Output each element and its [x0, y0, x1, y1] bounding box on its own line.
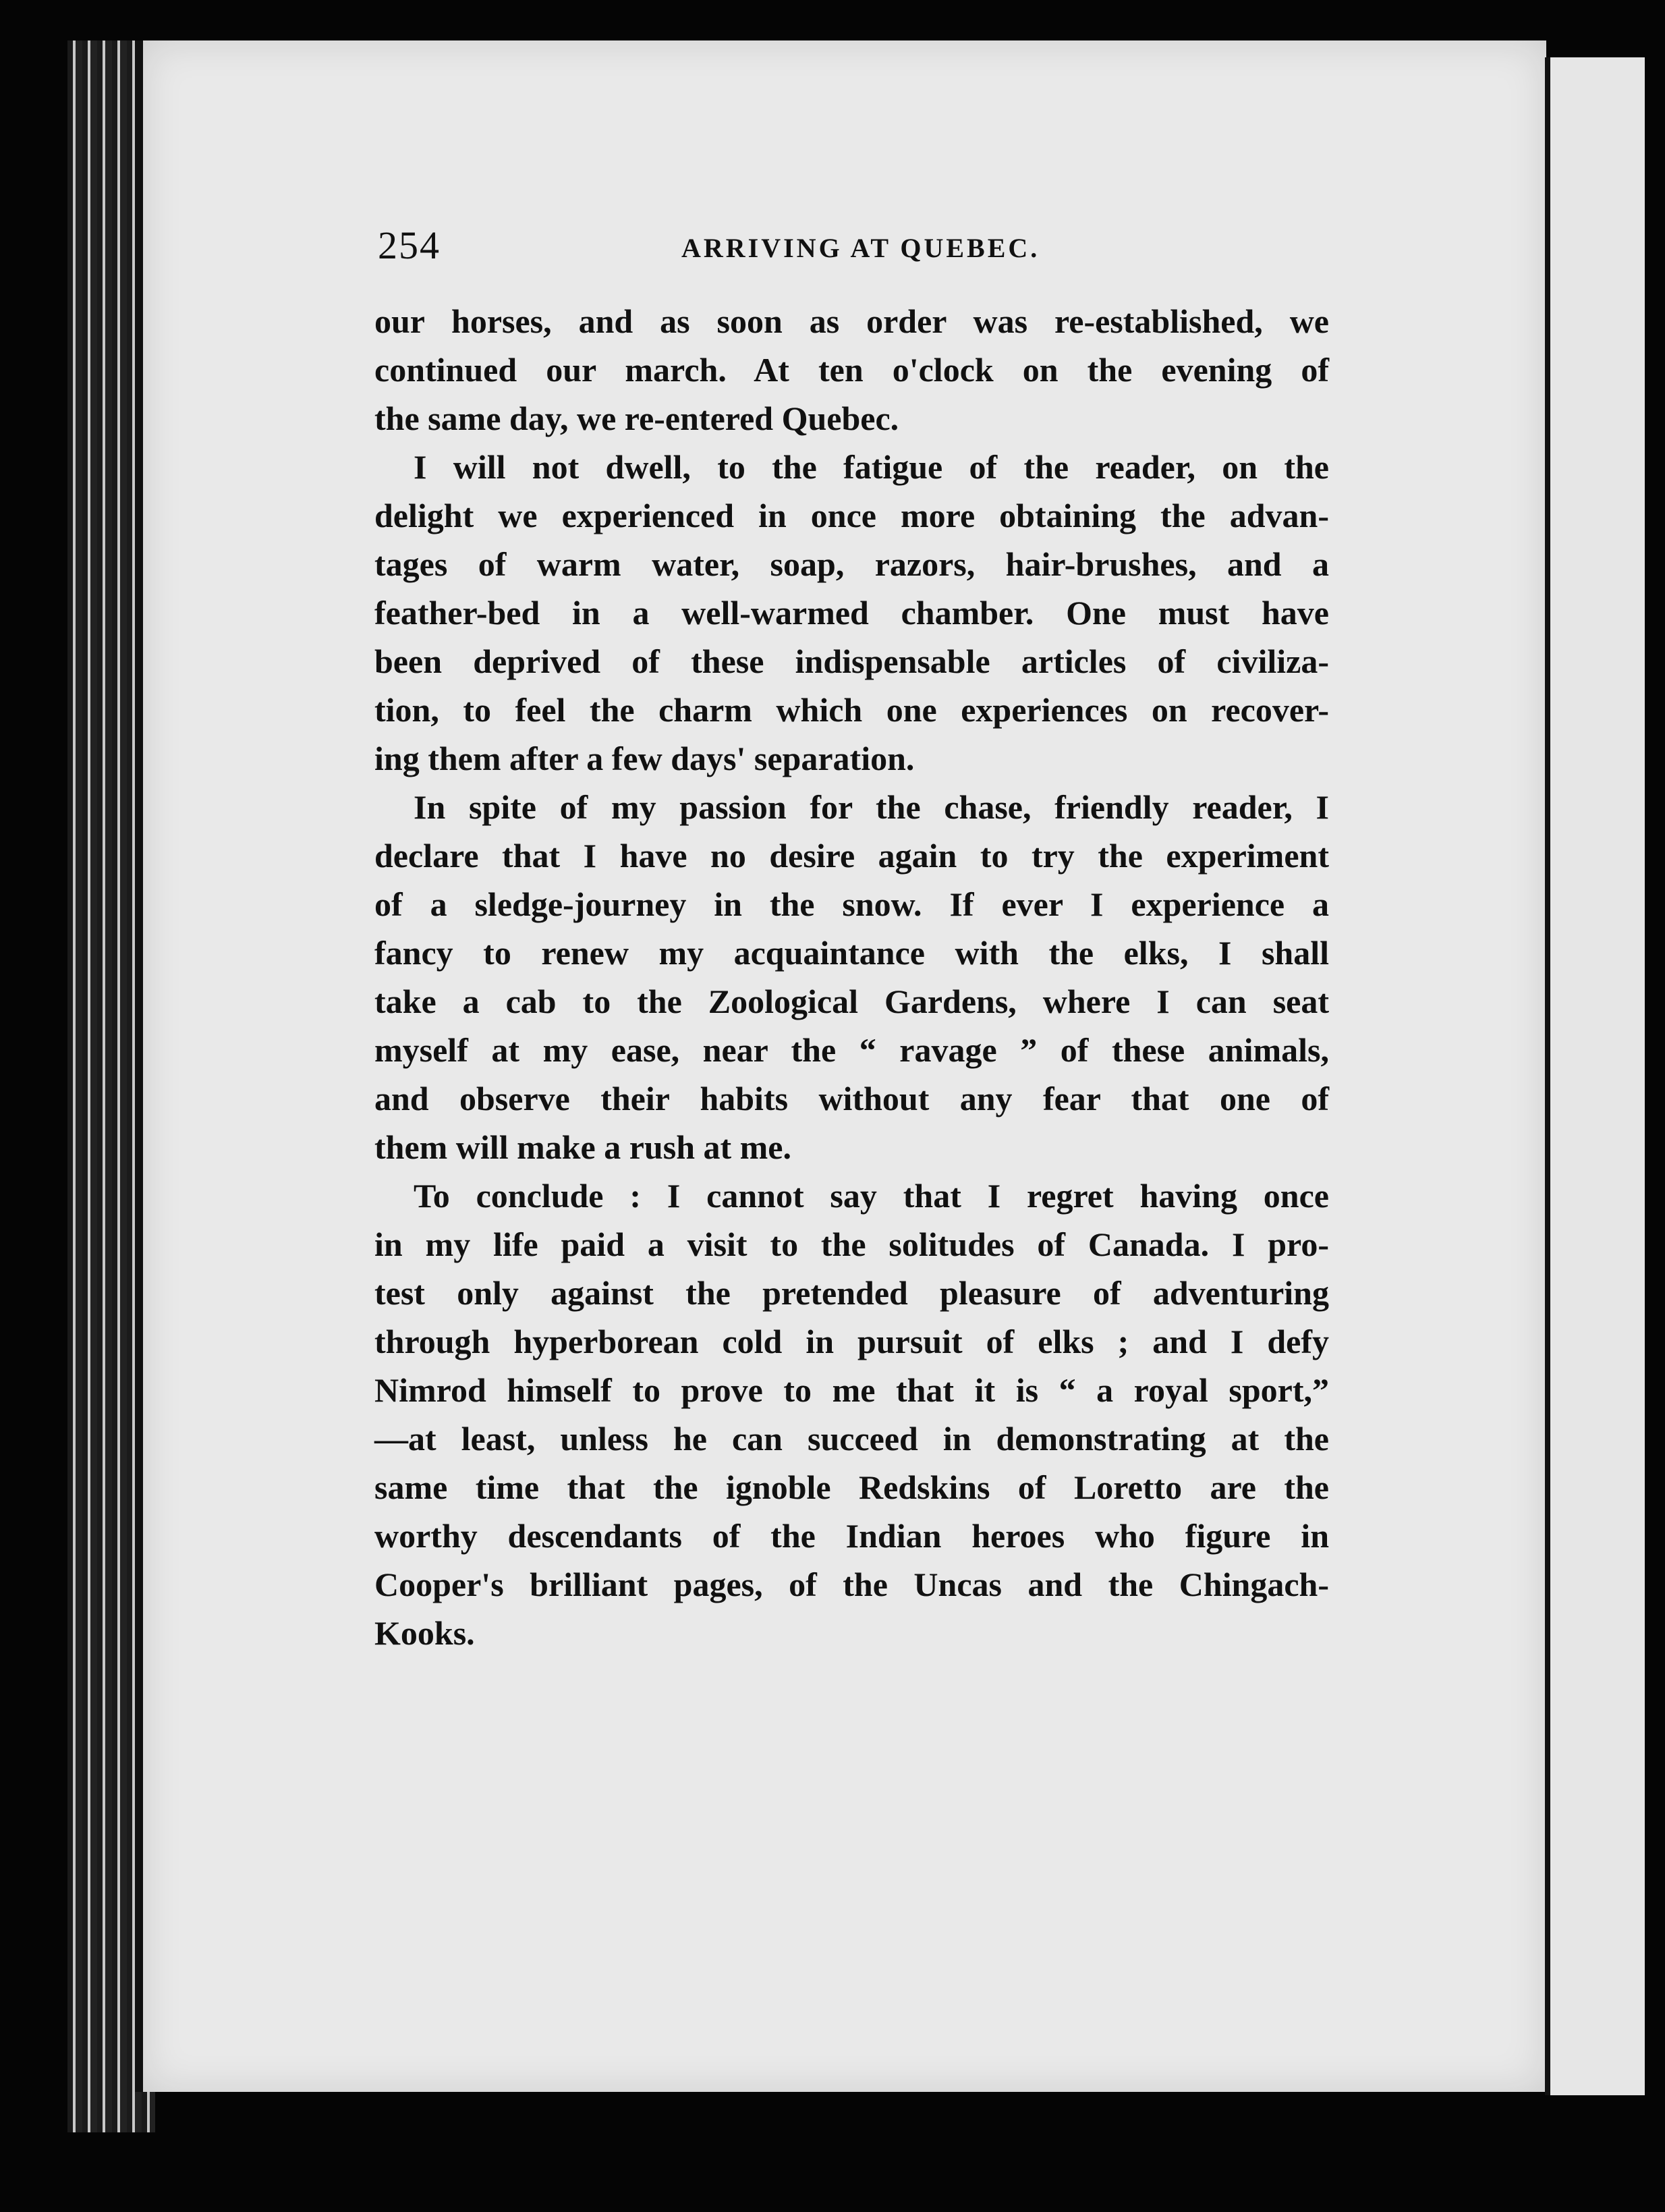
text-line: feather-bed in a well-warmed chamber. One must have [374, 594, 1329, 632]
page-number: 254 [378, 223, 441, 267]
page-header [378, 223, 1336, 283]
text-line: been deprived of these indispensable articles of civiliza- [374, 642, 1329, 680]
running-head: ARRIVING AT QUEBEC. [681, 233, 1040, 263]
adjacent-page-edge [1545, 57, 1645, 2095]
text-line: tages of warm water, soap, razors, hair-brushes, and a [374, 545, 1329, 583]
text-line: delight we experienced in once more obtaining the advan- [374, 497, 1329, 534]
text-line: To conclude : I cannot say that I regret having once [414, 1177, 1329, 1215]
text-line: same time that the ignoble Redskins of Loretto are the [374, 1468, 1329, 1506]
text-line: and observe their habits without any fear that one of [374, 1080, 1329, 1117]
body-text [374, 297, 1329, 1657]
text-line: in my life paid a visit to the solitudes of Canada. I pro- [374, 1225, 1329, 1263]
text-line: fancy to renew my acquaintance with the elks, I shall [374, 934, 1329, 972]
text-line: continued our march. At ten o'clock on the evening of [374, 351, 1329, 389]
text-line: Cooper's brilliant pages, of the Uncas and the Chingach- [374, 1566, 1329, 1603]
text-line: take a cab to the Zoological Gardens, where I can seat [374, 983, 1329, 1020]
text-line: ing them after a few days' separation. [374, 740, 915, 777]
text-line: myself at my ease, near the “ ravage ” of these animals, [374, 1031, 1329, 1069]
text-line: tion, to feel the charm which one experiences on recover- [374, 691, 1329, 729]
text-line: Nimrod himself to prove to me that it is “ a royal sport,” [374, 1371, 1329, 1409]
text-line: test only against the pretended pleasure of adventuring [374, 1274, 1329, 1312]
text-line: I will not dwell, to the fatigue of the reader, on the [414, 448, 1329, 486]
text-line: In spite of my passion for the chase, friendly reader, I [414, 788, 1329, 826]
text-line: through hyperborean cold in pursuit of elks ; and I defy [374, 1323, 1329, 1360]
text-line: them will make a rush at me. [374, 1128, 791, 1166]
text-line: the same day, we re-entered Quebec. [374, 399, 899, 437]
paragraph [374, 443, 1329, 783]
text-line: our horses, and as soon as order was re-established, we [374, 302, 1329, 340]
paragraph [374, 297, 1329, 443]
text-line: declare that I have no desire again to try the experiment [374, 837, 1329, 875]
text-line: of a sledge-journey in the snow. If ever I experience a [374, 885, 1329, 923]
text-line: worthy descendants of the Indian heroes who figure in [374, 1517, 1329, 1555]
paragraph [374, 1171, 1329, 1657]
text-line: Kooks. [374, 1614, 475, 1652]
paragraph [374, 783, 1329, 1171]
text-line: —at least, unless he can succeed in demonstrating at the [374, 1420, 1329, 1458]
